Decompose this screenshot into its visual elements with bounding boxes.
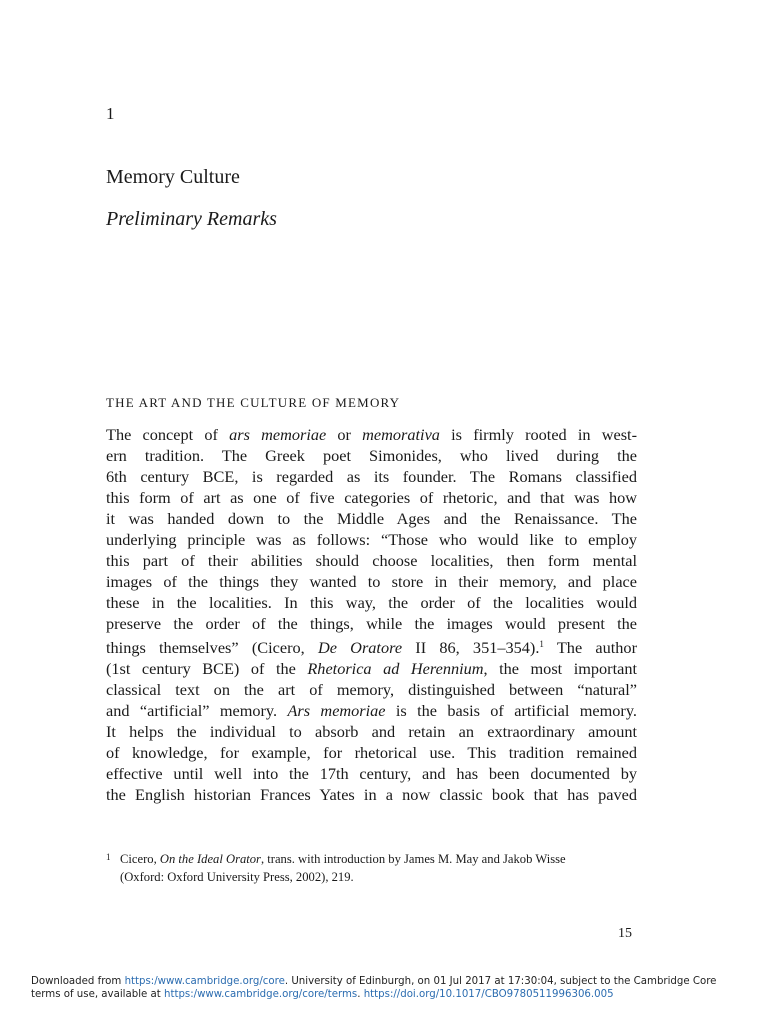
download-notice-line-2: terms of use, available at https:/www.cambridge.org/core/terms. https://doi.org/10.1017/CBO9780511996306.005 xyxy=(31,989,614,1000)
footnote-line: (Oxford: Oxford University Press, 2002), 219. xyxy=(120,870,354,884)
chapter-title: Memory Culture xyxy=(106,166,240,188)
footnote xyxy=(106,850,637,886)
cambridge-terms-link[interactable]: https:/www.cambridge.org/core/terms xyxy=(164,989,358,1000)
chapter-subtitle: Preliminary Remarks xyxy=(106,208,277,230)
page-number: 15 xyxy=(618,926,632,941)
footnote-line: Cicero, On the Ideal Orator, trans. with introduction by James M. May and Jakob Wisse xyxy=(120,852,566,866)
body-line: images of the things they wanted to store in their memory, and place xyxy=(106,572,637,591)
body-line: The concept of ars memoriae or memorativa is firmly rooted in west- xyxy=(106,425,638,444)
body-line: (1st century BCE) of the Rhetorica ad Herennium, the most important xyxy=(106,659,638,678)
section-heading: THE ART AND THE CULTURE OF MEMORY xyxy=(106,395,401,410)
body-line: It helps the individual to absorb and retain an extraordinary amount xyxy=(106,722,637,741)
body-line: underlying principle was as follows: “Those who would like to employ xyxy=(106,530,637,549)
download-notice-line-1: Downloaded from https:/www.cambridge.org/core. University of Edinburgh, on 01 Jul 2017 at 17:30:04, subject to the Cambridge Core xyxy=(31,976,717,987)
body-paragraph xyxy=(106,424,637,805)
footnote-marker: 1 xyxy=(106,852,111,862)
body-line: of knowledge, for example, for rhetorical use. This tradition remained xyxy=(106,743,637,762)
body-line: classical text on the art of memory, distinguished between “natural” xyxy=(106,680,637,699)
body-line: preserve the order of the things, while the images would present the xyxy=(106,614,637,633)
footnote-reference: 1 xyxy=(539,639,544,649)
body-line: this form of art as one of five categories of rhetoric, and that was how xyxy=(106,488,637,507)
download-notice xyxy=(31,975,746,1001)
body-line: it was handed down to the Middle Ages and the Renaissance. The xyxy=(106,509,637,528)
body-line: ern tradition. The Greek poet Simonides, who lived during the xyxy=(106,446,637,465)
chapter-number: 1 xyxy=(106,104,115,123)
body-line: the English historian Frances Yates in a now classic book that has paved xyxy=(106,785,637,804)
body-line: this part of their abilities should choose localities, then form mental xyxy=(106,551,637,570)
body-line: 6th century BCE, is regarded as its founder. The Romans classified xyxy=(106,467,637,486)
body-line: effective until well into the 17th century, and has been documented by xyxy=(106,764,637,783)
doi-link[interactable]: https://doi.org/10.1017/CBO9780511996306.005 xyxy=(363,989,614,1000)
cambridge-core-link[interactable]: https:/www.cambridge.org/core xyxy=(124,976,285,987)
body-line: these in the localities. In this way, the order of the localities would xyxy=(106,593,637,612)
body-line: things themselves” (Cicero, De Oratore II 86, 351–354).$^1$ The author xyxy=(106,638,637,657)
body-line: and “artificial” memory. Ars memoriae is the basis of artificial memory. xyxy=(106,701,637,720)
